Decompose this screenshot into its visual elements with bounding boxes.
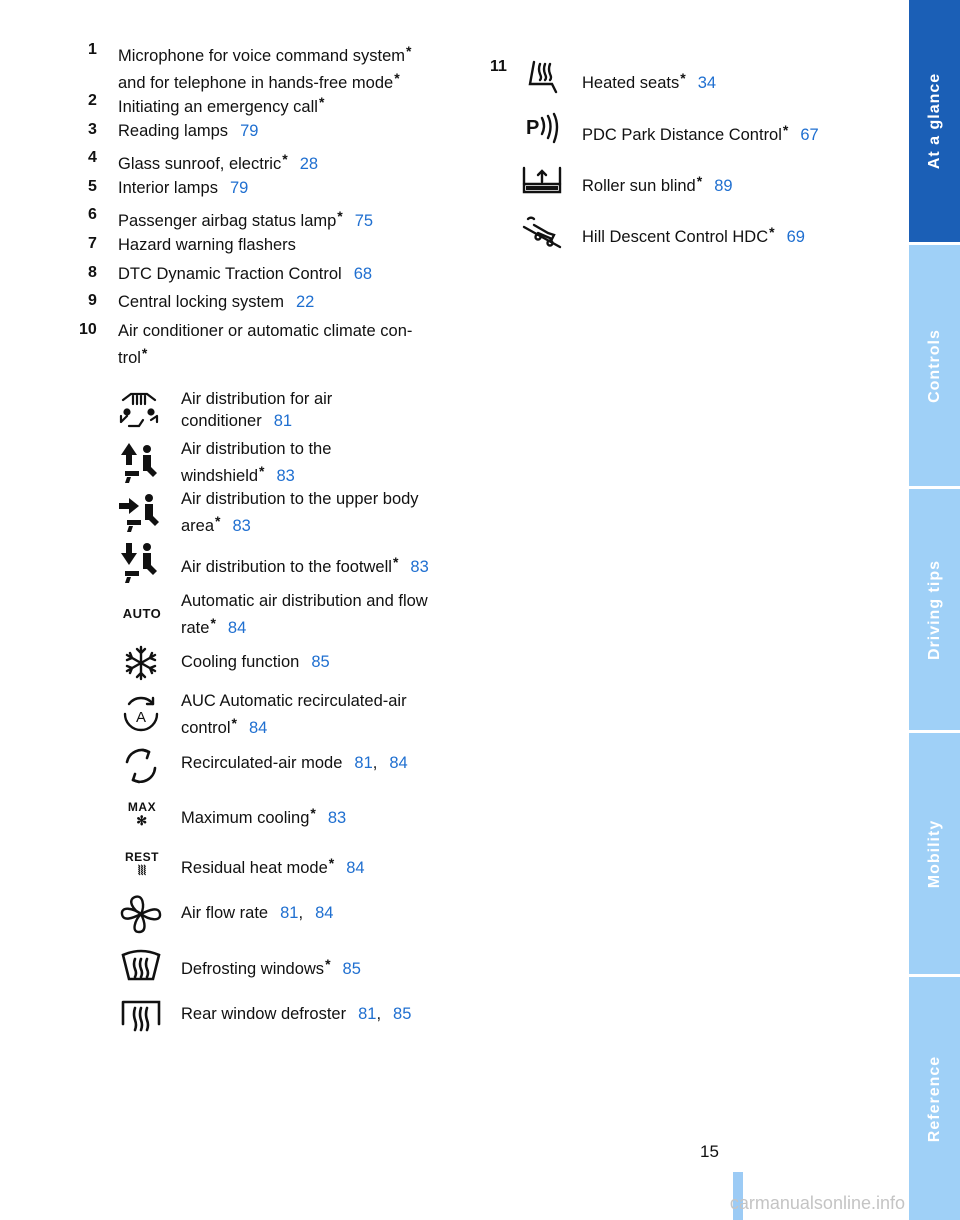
optional-star: *	[231, 715, 237, 731]
page-link[interactable]: 69	[786, 228, 805, 246]
page-link[interactable]: 84	[227, 619, 247, 637]
heated-seat-icon	[520, 58, 564, 98]
page-link[interactable]: 68	[353, 265, 373, 283]
tab-label: Mobility	[925, 819, 943, 888]
optional-star: *	[215, 513, 221, 529]
optional-star: *	[392, 554, 399, 570]
footwell-air-icon	[117, 543, 161, 583]
tab-at-a-glance[interactable]	[909, 0, 960, 242]
rear-defroster-icon	[119, 996, 163, 1036]
climate-item-text: Residual heat mode* 84	[181, 855, 365, 877]
tab-controls[interactable]	[909, 245, 960, 486]
tab-driving-tips[interactable]	[909, 489, 960, 730]
page-link[interactable]: 84	[389, 754, 408, 772]
page-link[interactable]: 79	[229, 179, 249, 197]
climate-item-text: AUC Automatic recirculated-air control* 84	[181, 692, 407, 737]
item-text: Microphone for voice command system* and for telephone in hands-free mode*	[118, 43, 412, 92]
item-number: 4	[88, 149, 97, 166]
optional-star: *	[310, 805, 316, 821]
optional-star: *	[769, 224, 775, 240]
svg-text:P: P	[526, 117, 540, 139]
item-number: 5	[88, 178, 97, 195]
page-link[interactable]: 28	[299, 155, 319, 173]
item-text: Interior lamps 79	[118, 179, 249, 197]
auto-icon: AUTO	[122, 606, 162, 621]
climate-item-text: Cooling function 85	[181, 653, 330, 671]
page-link[interactable]: 81	[358, 1005, 377, 1023]
hdc-icon	[520, 213, 564, 253]
upper-body-air-icon	[117, 494, 161, 534]
page-link[interactable]: 22	[295, 293, 315, 311]
optional-star: *	[328, 855, 335, 871]
rest-icon: REST ⦚⦚⦚	[124, 850, 159, 878]
item-text: Central locking system 22	[118, 293, 315, 311]
page-link[interactable]: 81	[273, 412, 293, 430]
sun-blind-icon	[520, 162, 564, 202]
page-link[interactable]: 67	[800, 126, 819, 144]
page-link[interactable]: 84	[315, 904, 334, 922]
climate-item-text: Air distribution for air conditioner 81	[181, 390, 333, 430]
page-link[interactable]: 85	[342, 960, 361, 978]
climate-item-text: Automatic air distribution and flow rate* 84	[181, 592, 428, 637]
item-number: 7	[88, 235, 97, 252]
page-number: 15	[700, 1142, 719, 1161]
defrost-windshield-icon	[119, 945, 163, 985]
optional-star: *	[210, 615, 216, 631]
watermark: carmanualsonline.info	[729, 1193, 905, 1213]
item-number: 1	[88, 41, 97, 58]
optional-star: *	[696, 173, 703, 189]
tab-label: Reference	[925, 1055, 943, 1142]
section-sidebar	[909, 0, 960, 1220]
item-text: Hazard warning flashers	[118, 236, 296, 254]
item-text: Passenger airbag status lamp* 75	[118, 208, 374, 230]
page-link[interactable]: 75	[354, 212, 374, 230]
climate-item-text: Air distribution to the footwell* 83	[181, 554, 429, 576]
pdc-icon	[520, 110, 564, 150]
windshield-air-icon	[117, 443, 161, 483]
page-link[interactable]: 85	[311, 653, 330, 671]
item-text: Initiating an emergency call*	[118, 94, 325, 116]
right-item-text: Hill Descent Control HDC* 69	[582, 224, 805, 246]
page-link[interactable]: 83	[410, 558, 429, 576]
auc-icon	[119, 694, 163, 734]
tab-reference[interactable]	[909, 977, 960, 1220]
recirculation-icon	[119, 746, 163, 786]
page-link[interactable]: 83	[232, 517, 251, 535]
page-link[interactable]: 85	[393, 1005, 412, 1023]
page-link[interactable]: 81	[280, 904, 299, 922]
item-number: 3	[88, 121, 97, 138]
page-link[interactable]: 84	[346, 859, 365, 877]
climate-item-text: Air distribution to the upper body area* 83	[181, 490, 419, 535]
optional-star: *	[782, 122, 789, 138]
right-item-text: PDC Park Distance Control* 67	[582, 122, 819, 144]
tab-label: At a glance	[925, 72, 943, 170]
page-link[interactable]: 79	[240, 122, 259, 140]
tab-label: Driving tips	[925, 559, 943, 660]
right-item-text: Heated seats* 34	[582, 70, 717, 92]
tab-mobility[interactable]	[909, 733, 960, 974]
optional-star: *	[394, 70, 400, 86]
item-text: Glass sunroof, electric* 28	[118, 151, 319, 173]
optional-star: *	[282, 151, 288, 167]
climate-item-text: Air distribution to the windshield* 83	[181, 440, 332, 485]
item-number: 6	[88, 206, 97, 223]
item-number: 9	[88, 292, 97, 309]
tab-label: Controls	[925, 328, 943, 403]
item-number: 10	[79, 321, 97, 338]
max-cooling-icon: MAX ✻	[127, 800, 157, 828]
climate-item-text: Maximum cooling* 83	[181, 805, 347, 827]
page-link[interactable]: 81	[354, 754, 373, 772]
climate-item-text: Air flow rate 81, 84	[181, 904, 334, 922]
snowflake-icon	[119, 643, 163, 683]
item-text: Air conditioner or automatic climate con- trol*	[118, 322, 413, 367]
page-link[interactable]: 83	[276, 467, 295, 485]
optional-star: *	[406, 43, 412, 59]
item-text: DTC Dynamic Traction Control 68	[118, 265, 373, 283]
fan-icon	[119, 894, 163, 934]
svg-text:A: A	[135, 709, 147, 726]
right-item-text: Roller sun blind* 89	[582, 173, 733, 195]
optional-star: *	[259, 463, 265, 479]
item-text: Reading lamps 79	[118, 122, 259, 140]
item-number: 11	[490, 58, 507, 75]
page-link[interactable]: 34	[697, 74, 717, 92]
page-link[interactable]: 84	[248, 719, 268, 737]
item-number: 2	[88, 92, 97, 109]
optional-star: *	[680, 70, 686, 86]
item-number: 8	[88, 264, 97, 281]
optional-star: *	[325, 956, 331, 972]
optional-star: *	[141, 345, 148, 361]
optional-star: *	[337, 208, 343, 224]
page-link[interactable]: 89	[714, 177, 733, 195]
optional-star: *	[318, 94, 325, 110]
page-link[interactable]: 83	[327, 809, 347, 827]
climate-item-text: Defrosting windows* 85	[181, 956, 361, 978]
climate-item-text: Recirculated-air mode 81, 84	[181, 754, 408, 772]
air-distribution-icon	[117, 392, 161, 432]
climate-item-text: Rear window defroster 81, 85	[181, 1005, 412, 1023]
